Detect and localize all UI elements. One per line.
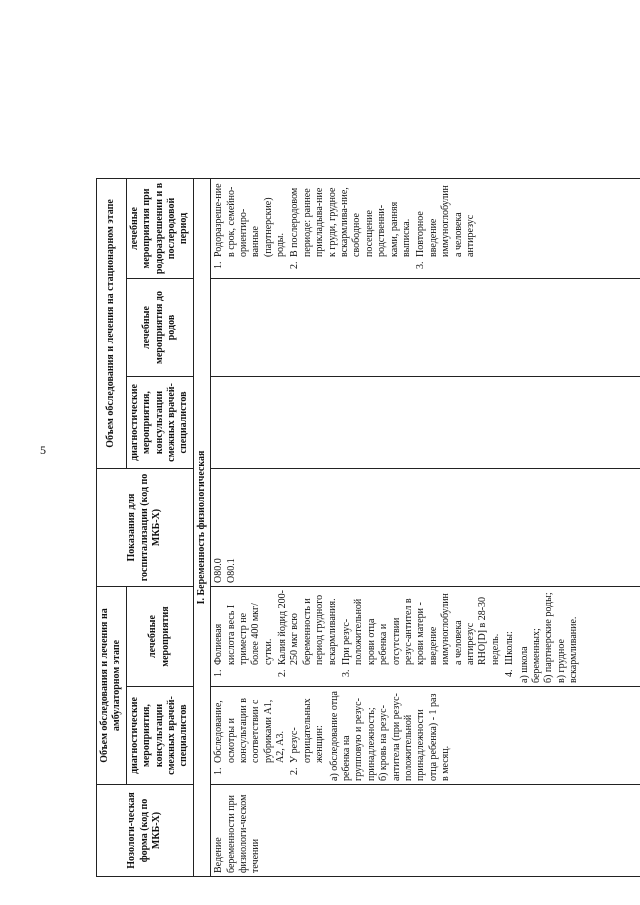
sub-item: в) грудное вскармливание. <box>555 616 580 683</box>
header-amb-diag: диагностические мероприятия, консультации смежных врачей-специалистов <box>126 687 193 785</box>
header-row-1 <box>97 34 127 876</box>
stat-treat-before-cell <box>211 279 640 377</box>
header-stationary-group: Объем обследования и лечения на стационарном этапе <box>97 178 127 468</box>
amb-treat-cell <box>211 587 640 687</box>
sub-item: а) школа беременных; <box>518 628 542 683</box>
list-item: 3. Повторное введение иммуноглобулина человека антирезус <box>415 182 477 259</box>
header-stat-treat-after: лечебные мероприятия при родоразрешении и в послеродовой период <box>126 178 193 278</box>
nosology-cell: Ведение беременности при физиологи-ческом течении <box>211 785 640 877</box>
sub-item: б) кровь на резус-антитела (при резус-положительной принадлежности отца ребенка) - 1 раз в месяц. <box>378 693 452 781</box>
list-item: 2. В послеродовом периоде: раннее прикладыва-ние к груди, грудное вскармлива-ние, свободное посещение родственни-ками, ранняя выписка. <box>289 182 413 259</box>
list-item: 1. Родоразреше-ние в срок, семейно-ориентиро-ванные (партнерские) роды. <box>213 182 287 259</box>
hosp-code: O80.1 <box>225 558 237 583</box>
header-nosology: Нозологи-ческая форма (код по МКБ-Х) <box>97 785 194 877</box>
list-item-text: У резус-отрицательных женщин: <box>289 698 326 763</box>
treatment-standard-table <box>96 34 640 877</box>
hosp-code: O80.0 <box>213 558 225 583</box>
table-row <box>211 34 640 876</box>
header-stat-diag: диагностические мероприятия, консультации смежных врачей-специалистов <box>126 377 193 469</box>
section-row <box>193 34 210 876</box>
list-item: 1. Фолиевая кислота весь I триместр не более 400 мкг/сутки. <box>213 590 275 667</box>
stat-treat-after-cell <box>211 178 640 278</box>
list-item: 3. При резус-положительной крови отца ребенка и отсутствии резус-антител в крови матери - введение иммуноглобулина человека антирезус RHO[D] в 28-30 недель. <box>341 590 502 667</box>
header-hospitalization: Показания для госпитализации (код по МКБ-Х) <box>97 469 194 587</box>
hosp-codes-cell <box>211 469 640 587</box>
list-item <box>289 690 326 765</box>
stat-diag-cell <box>211 377 640 469</box>
amb-diag-cell <box>211 687 640 785</box>
header-row-2 <box>126 34 193 876</box>
page-number: 5 <box>40 443 46 457</box>
list-item: 2. Калия йодид 200-250 мкг всю беременность и период грудного вскармливания. <box>277 590 339 667</box>
header-stat-treat-before: лечебные мероприятия до родов <box>126 279 193 377</box>
header-amb-treat: лечебные мероприятия <box>126 587 193 687</box>
header-ambulatory-group: Объем обследования и лечения на амбулаторном этапе <box>97 587 127 785</box>
list-item: 4. Школы: <box>504 590 516 667</box>
section-title: I. Беременность физиологическая <box>193 178 210 876</box>
sub-item: б) партнерские роды; <box>543 592 555 683</box>
list-item: 1. Обследование, осмотры и консультации в соответствии с рубриками А1, А2, А3. <box>213 690 287 765</box>
sub-item: а) обследование отца ребенка на групповую и резус-принадлежность; <box>328 691 377 781</box>
